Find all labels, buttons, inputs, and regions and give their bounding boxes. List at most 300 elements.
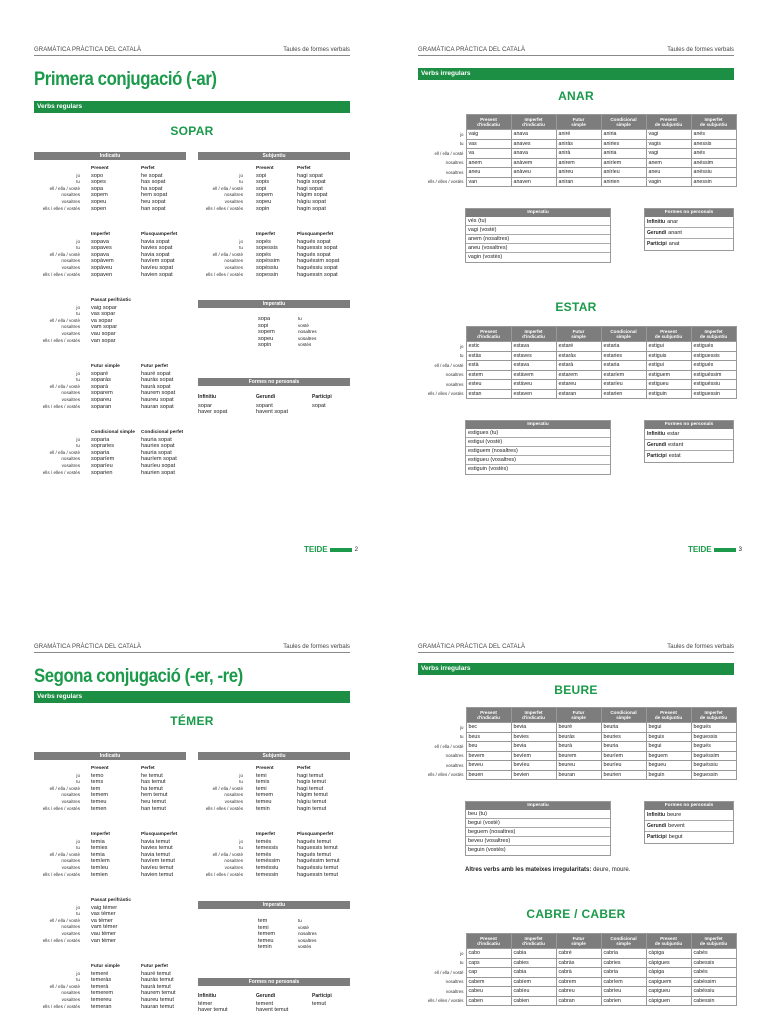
column-header: Futur simple — [556, 934, 601, 949]
table-cell: cabreu — [556, 987, 601, 997]
pronoun: nosaltres — [224, 192, 243, 198]
verb-form: haurien sopat — [141, 469, 175, 476]
verb-form: va témer — [91, 917, 113, 924]
nonpersonal-row — [645, 228, 733, 239]
table-cell: beuràs — [556, 732, 601, 742]
indicative-band: Indicatiu — [34, 152, 186, 160]
pronoun: ells / elles / vostès — [427, 772, 464, 778]
publisher-logo: TEIDE — [304, 545, 328, 554]
box-header: Formes no personals — [645, 421, 733, 429]
verb-form: tems — [91, 779, 104, 786]
pronoun: tu — [239, 245, 243, 251]
cabre-table — [418, 933, 737, 1006]
table-cell: cabrà — [556, 968, 601, 978]
pronoun: ell / ella / vostè — [49, 785, 80, 791]
nonpersonal-value: bevent — [668, 823, 685, 829]
verb-form: hauran temut — [141, 1003, 174, 1010]
column-header: Present d'indicatiu — [466, 327, 511, 342]
table-cell: estarà — [556, 361, 601, 371]
imperative-form: sopeu — [258, 335, 274, 342]
table-cell: estaran — [556, 389, 601, 399]
imperative-form: beu (tu) — [466, 810, 610, 819]
table-header-row — [418, 934, 736, 949]
verb-form: hagis sopat — [297, 179, 326, 186]
verb-form: han sopat — [141, 205, 166, 212]
infinitive-label: Infinitiu — [198, 993, 217, 999]
nonpersonal-value: estat — [668, 453, 681, 459]
table-row — [418, 149, 736, 159]
participle-label: Participi — [312, 993, 332, 999]
verb-form: hagi temut — [297, 772, 324, 779]
header-section: Taules de formes verbals — [667, 644, 734, 650]
verb-form: hauràs sopat — [141, 377, 174, 384]
publisher-logo: TEIDE — [688, 545, 712, 554]
tense-heading: Passat perifràstic — [91, 298, 131, 303]
table-cell: aniria — [601, 149, 646, 159]
imperative-person: nosaltres — [298, 931, 317, 937]
table-cell: estava — [511, 361, 556, 371]
pronoun: vosaltres — [445, 762, 464, 768]
verb-form: teméssiu — [256, 865, 279, 871]
table-cell: estarem — [556, 370, 601, 380]
tense-heading: Passat perifràstic — [91, 898, 131, 903]
verb-form: hagués sopat — [297, 251, 331, 258]
page-title: Segona conjugació (-er, -re) — [34, 665, 243, 687]
header-book-title: GRAMÀTICA PRÀCTICA DEL CATALÀ — [418, 644, 526, 650]
beure-imperative — [465, 801, 611, 856]
pronoun: jo — [76, 304, 80, 310]
verb-form: haguéssim sopat — [297, 258, 340, 265]
table-cell: va — [466, 149, 511, 159]
verb-form: sopava — [91, 251, 110, 258]
verb-form: sopeu — [256, 199, 272, 205]
table-cell: anem — [466, 158, 511, 168]
pronoun: nosaltres — [224, 858, 243, 864]
verb-form: sopaves — [91, 245, 112, 252]
pronoun: vosaltres — [224, 865, 243, 870]
verb-form: sopàveu — [91, 265, 113, 271]
column-header: Futur simple — [556, 708, 601, 723]
table-cell: cabessis — [691, 958, 736, 968]
verb-form: hauria sopat — [141, 436, 172, 443]
pronoun: jo — [76, 370, 80, 376]
verb-form: sopava — [91, 238, 110, 245]
verb-form: sopes — [91, 179, 106, 186]
nonpersonal-band: Formes no personals — [198, 378, 350, 386]
page-title: Primera conjugació (-ar) — [34, 68, 217, 90]
table-cell: anessis — [691, 139, 736, 149]
table-cell: estaria — [601, 361, 646, 371]
infinitive-compound: haver temut — [198, 1007, 228, 1013]
estar-table — [418, 326, 737, 399]
verb-form: hauríem sopat — [141, 456, 177, 463]
table-cell: anés — [691, 149, 736, 159]
table-cell: caps — [466, 958, 511, 968]
imperative-form: vagi (vostè) — [466, 226, 610, 235]
pronoun: ell / ella / vostè — [49, 251, 80, 257]
table-cell: anaven — [511, 177, 556, 187]
pronoun: tu — [239, 845, 243, 851]
infinitive-simple: sopar — [198, 403, 212, 409]
verb-form: hàgim temut — [297, 792, 328, 799]
nonpersonal-value: beure — [667, 812, 682, 818]
table-cell: cabia — [511, 968, 556, 978]
tense-heading: Condicional simple — [91, 430, 135, 435]
pronoun: ells / elles / vostès — [205, 205, 243, 211]
table-cell: beuríem — [601, 751, 646, 761]
table-cell: vagin — [646, 177, 691, 187]
verb-form: temi — [256, 772, 267, 779]
table-cell: aneu — [466, 168, 511, 178]
imperative-form: vagin (vostès) — [468, 254, 503, 260]
table-cell: beguessin — [691, 770, 736, 780]
running-header — [34, 643, 350, 653]
table-cell: beuries — [601, 732, 646, 742]
verb-form: temessin — [256, 871, 279, 878]
verb-form: vaig sopar — [91, 304, 117, 311]
pronoun: jo — [460, 131, 464, 137]
table-cell: anava — [511, 149, 556, 159]
verb-form: sopaven — [91, 271, 113, 278]
table-cell: cabríem — [601, 977, 646, 987]
verb-form: van sopar — [91, 337, 116, 344]
nonpersonal-label: Infinitiu — [647, 219, 666, 225]
table-cell: anirien — [601, 177, 646, 187]
pronoun: vosaltres — [61, 799, 80, 804]
pronoun: nosaltres — [224, 258, 243, 264]
header-book-title: GRAMÀTICA PRÀCTICA DEL CATALÀ — [418, 47, 526, 53]
participle-label: Participi — [312, 394, 332, 400]
table-row — [418, 977, 736, 987]
verb-form: temeré — [91, 970, 109, 977]
verb-form: haguessis sopat — [297, 245, 338, 252]
gerund-label: Gerundi — [256, 993, 276, 999]
table-header-row — [418, 115, 736, 130]
imperative-form: temin — [258, 944, 272, 951]
verb-form: soparem — [91, 390, 113, 397]
imperative-form: sopem — [258, 329, 275, 336]
pronoun: nosaltres — [61, 456, 80, 462]
verb-form: temin — [256, 805, 270, 812]
table-cell: van — [466, 177, 511, 187]
table-cell: beurien — [601, 770, 646, 780]
column-header: Imperfet de subjuntiu — [691, 708, 736, 723]
infinitive-label: Infinitiu — [198, 394, 217, 400]
pronoun: jo — [239, 772, 243, 778]
verb-form: havies temut — [141, 845, 173, 852]
verb-form: havia sopat — [141, 238, 170, 245]
footer — [304, 545, 358, 554]
verb-form: haguéssiu sopat — [297, 265, 338, 271]
pronoun: ells / elles / vostès — [205, 805, 243, 811]
verb-heading: TÉMER — [170, 714, 214, 728]
verb-form: temereu — [91, 997, 112, 1003]
pronoun: nosaltres — [445, 753, 464, 759]
verb-form: temeu — [256, 799, 272, 805]
verb-form: hauré temut — [141, 970, 171, 977]
verb-form: has temut — [141, 779, 166, 786]
verb-heading-cabre: CABRE / CABER — [526, 907, 626, 921]
verb-form: soparà — [91, 383, 109, 390]
header-section: Taules de formes verbals — [667, 47, 734, 53]
verb-form: vau sopar — [91, 331, 116, 337]
imperative-band: Imperatiu — [198, 300, 350, 308]
imperative-person: vostès — [298, 944, 312, 950]
table-cell: beguis — [646, 732, 691, 742]
imperative-form: sopin — [258, 342, 272, 349]
verb-form: sopés — [256, 251, 271, 258]
imperative-form: temem — [258, 931, 276, 938]
table-cell: cabria — [601, 968, 646, 978]
table-row — [418, 130, 736, 140]
table-cell: beureu — [556, 761, 601, 771]
running-header — [418, 643, 734, 653]
nonpersonal-row — [645, 832, 733, 843]
verb-form: hauríeu sopat — [141, 463, 176, 469]
table-cell: estaria — [601, 342, 646, 352]
nonpersonal-value: anat — [668, 241, 680, 247]
verb-form: hauria sopat — [141, 449, 172, 456]
pronoun: ell / ella / vostè — [49, 383, 80, 389]
verb-form: sopen — [91, 205, 107, 212]
imperative-form: anem (nosaltres) — [466, 235, 610, 244]
table-cell: aniries — [601, 139, 646, 149]
table-cell: estaves — [511, 351, 556, 361]
table-cell: beguem — [646, 751, 691, 761]
table-cell: vas — [466, 139, 511, 149]
verb-form: sopareu — [91, 397, 112, 403]
table-cell: estaríeu — [601, 380, 646, 390]
verb-form: temíem — [91, 858, 110, 865]
table-cell: anaves — [511, 139, 556, 149]
verb-form: haureu temut — [141, 997, 174, 1003]
nonpersonal-value: anar — [667, 219, 679, 225]
verb-form: temerem — [91, 990, 114, 997]
imperative-form: estigui (vostè) — [466, 438, 610, 447]
imperative-form: estiguin (vostès) — [468, 466, 509, 472]
table-cell: anàveu — [511, 168, 556, 178]
column-header: Imperfet d'indicatiu — [511, 115, 556, 130]
table-cell: cabo — [466, 949, 511, 959]
pronoun: ell / ella / vostè — [434, 969, 464, 975]
table-cell: càpiga — [646, 949, 691, 959]
table-corner — [418, 327, 466, 342]
verb-form: havia temut — [141, 838, 170, 845]
verb-form: hagi temut — [297, 785, 324, 792]
tense-block — [198, 166, 350, 212]
nonpersonal-value: estant — [668, 442, 684, 448]
header-book-title: GRAMÀTICA PRÀCTICA DEL CATALÀ — [34, 644, 142, 650]
tense-heading: Imperfet — [91, 832, 110, 837]
column-header: Imperfet d'indicatiu — [511, 934, 556, 949]
table-row — [418, 342, 736, 352]
tense-block — [34, 964, 186, 1010]
pronoun: ells / elles / vostès — [42, 271, 80, 277]
table-cell: vagis — [646, 139, 691, 149]
tense-heading: Plusquamperfet — [141, 232, 178, 237]
table-row — [418, 761, 736, 771]
table-cell: bevien — [511, 770, 556, 780]
table-cell: beuré — [556, 723, 601, 733]
table-cell: anessin — [691, 177, 736, 187]
verb-form: sopi — [256, 172, 267, 179]
table-cell: aneu — [646, 168, 691, 178]
pronoun: ell / ella / vostè — [212, 785, 243, 791]
table-cell: cabés — [691, 949, 736, 959]
verb-form: va sopar — [91, 317, 113, 324]
table-row — [418, 177, 736, 187]
verb-heading-anar: ANAR — [558, 89, 594, 103]
table-cell: cabrien — [601, 996, 646, 1006]
imperative-person: vostè — [298, 322, 309, 328]
pronoun: nosaltres — [61, 258, 80, 264]
table-row — [418, 389, 736, 399]
table-row — [418, 770, 736, 780]
table-cell: estic — [466, 342, 511, 352]
verb-form: han temut — [141, 805, 166, 812]
pronoun: vosaltres — [224, 799, 243, 804]
box-header: Imperatiu — [466, 802, 610, 810]
imperative-form: temi — [258, 924, 269, 931]
table-cell: cabíem — [511, 977, 556, 987]
table-cell: beveu — [466, 761, 511, 771]
pronoun: ells / elles / vostès — [42, 469, 80, 475]
table-corner — [418, 934, 466, 949]
verb-form: temem — [91, 792, 109, 799]
verb-form: teméssim — [256, 858, 280, 865]
section-bar: Verbs irregulars — [418, 663, 734, 675]
table-cell: cabessin — [691, 996, 736, 1006]
section-bar: Verbs irregulars — [418, 68, 734, 80]
table-cell: cabria — [601, 949, 646, 959]
pronoun: ell / ella / vostè — [49, 317, 80, 323]
table-cell: estan — [466, 389, 511, 399]
pronoun: ell / ella / vostè — [212, 185, 243, 191]
gerund-label: Gerundi — [256, 394, 276, 400]
table-cell: càpigues — [646, 958, 691, 968]
table-cell: vagi — [646, 149, 691, 159]
pronoun: jo — [460, 724, 464, 730]
pronoun: tu — [239, 779, 243, 785]
verb-form: sopessin — [256, 271, 279, 278]
table-cell: bevia — [511, 742, 556, 752]
verb-form: havíem temut — [141, 858, 175, 865]
table-cell: aniràs — [556, 139, 601, 149]
table-cell: estigueu — [646, 380, 691, 390]
table-cell: estigui — [646, 361, 691, 371]
imperative-person: vosaltres — [298, 335, 317, 341]
pronoun: vosaltres — [445, 381, 464, 387]
verb-form: hàgiu sopat — [297, 199, 326, 205]
verb-form: he temut — [141, 772, 163, 779]
table-cell: estàvem — [511, 370, 556, 380]
table-cell: bevíem — [511, 751, 556, 761]
table-cell: estigués — [691, 361, 736, 371]
column-header: Imperfet de subjuntiu — [691, 934, 736, 949]
verb-form: haguéssiu temut — [297, 865, 339, 871]
pronoun: tu — [76, 377, 80, 383]
column-header: Present d'indicatiu — [466, 708, 511, 723]
imperative-form: estiguem (nosaltres) — [466, 447, 610, 456]
verb-form: temés — [256, 851, 272, 858]
table-row — [418, 158, 736, 168]
table-cell: beu — [466, 742, 511, 752]
pronoun: tu — [76, 911, 80, 917]
pronoun: ell / ella / vostè — [212, 851, 243, 857]
header-book-title: GRAMÀTICA PRÀCTICA DEL CATALÀ — [34, 47, 142, 53]
table-cell: aniria — [601, 130, 646, 140]
table-cell: estaríem — [601, 370, 646, 380]
table-cell: esteu — [466, 380, 511, 390]
pronoun: vosaltres — [445, 169, 464, 175]
verb-form: tem — [91, 785, 101, 792]
verb-form: hàgim sopat — [297, 192, 328, 199]
pronoun: vosaltres — [61, 331, 80, 336]
tense-block — [34, 232, 186, 278]
verb-form: haurà sopat — [141, 383, 171, 390]
pronoun: ell / ella / vostè — [434, 150, 464, 156]
imperative-form: estigueu (vosaltres) — [466, 456, 610, 465]
table-cell: aniré — [556, 130, 601, 140]
pronoun: ells / elles / vostès — [42, 805, 80, 811]
tense-heading: Perfet — [141, 166, 155, 171]
table-cell: bevíeu — [511, 761, 556, 771]
pronoun: tu — [76, 443, 80, 449]
verb-form: sopessis — [256, 245, 278, 252]
tense-block — [34, 364, 186, 410]
verb-form: temés — [256, 838, 272, 845]
verb-form: vas sopar — [91, 311, 116, 318]
tense-heading: Imperfet — [91, 232, 110, 237]
verb-form: soparia — [91, 449, 110, 456]
column-header: Present de subjuntiu — [646, 708, 691, 723]
verb-form: hagués temut — [297, 851, 331, 858]
table-cell: beurem — [556, 751, 601, 761]
participle-value: sopat — [312, 403, 326, 409]
pronoun: tu — [76, 179, 80, 185]
pronoun: jo — [76, 772, 80, 778]
table-cell: cabies — [511, 958, 556, 968]
table-cell: bevia — [511, 723, 556, 733]
footer — [688, 545, 742, 554]
verb-heading-estar: ESTAR — [555, 300, 597, 314]
table-cell: cabeu — [466, 987, 511, 997]
pronoun: nosaltres — [61, 192, 80, 198]
nonpersonal-row — [645, 239, 733, 250]
nonpersonal-label: Infinitiu — [647, 431, 666, 437]
table-row — [418, 380, 736, 390]
pronoun: ells / elles / vostès — [427, 391, 464, 397]
pronoun: tu — [459, 353, 464, 359]
estar-nonpersonal — [644, 420, 734, 463]
infinitive-compound: haver sopat — [198, 409, 228, 415]
nonpersonal-label: Participi — [647, 453, 667, 459]
imperative-form: tem — [258, 918, 268, 924]
tense-heading: Plusquamperfet — [297, 832, 334, 837]
column-header: Present de subjuntiu — [646, 115, 691, 130]
imperative-form: temeu — [258, 937, 274, 944]
table-cell: estiguessis — [691, 351, 736, 361]
column-header: Imperfet de subjuntiu — [691, 327, 736, 342]
verb-form: haureu sopat — [141, 397, 174, 403]
table-cell: beuen — [466, 770, 511, 780]
verb-form: sopem — [256, 192, 273, 199]
table-cell: anirà — [556, 149, 601, 159]
pronoun: ell / ella / vostè — [212, 251, 243, 257]
tense-heading: Imperfet — [256, 232, 275, 237]
verb-form: vau témer — [91, 931, 116, 937]
page-number: 3 — [738, 546, 742, 553]
